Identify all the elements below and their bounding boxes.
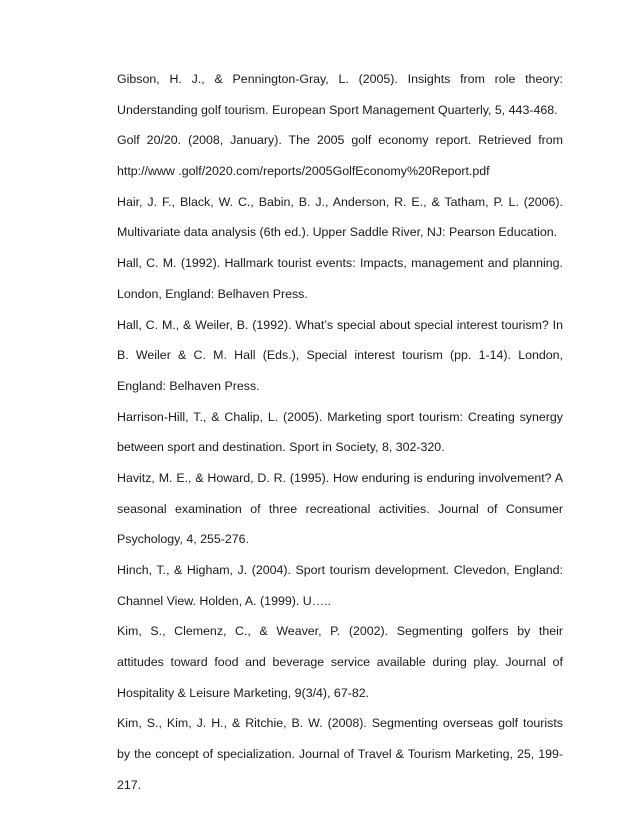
reference-entry-hinch	[117, 555, 563, 616]
reference-line: Multivariate data analysis (6th ed.). Upper Saddle River, NJ: Pearson Education.	[117, 225, 558, 240]
reference-entry-hall-weiler	[117, 310, 563, 402]
reference-entry-kim-2002	[117, 616, 563, 708]
reference-line: Hair, J. F., Black, W. C., Babin, B. J., Anderson, R. E., & Tatham, P. L. (2006).	[117, 194, 563, 209]
reference-list	[117, 64, 563, 801]
reference-line: Harrison-Hill, T., & Chalip, L. (2005). Marketing sport tourism: Creating synergy	[117, 409, 563, 424]
reference-line: England: Belhaven Press.	[117, 378, 260, 393]
reference-line: B. Weiler & C. M. Hall (Eds.), Special interest tourism (pp. 1-14). London,	[117, 348, 563, 363]
reference-line: London, England: Belhaven Press.	[117, 286, 308, 301]
reference-line: Hospitality & Leisure Marketing, 9(3/4), 67-82.	[117, 685, 370, 700]
reference-line: Kim, S., Clemenz, C., & Weaver, P. (2002). Segmenting golfers by their	[117, 624, 563, 639]
reference-line: by the concept of specialization. Journal of Travel & Tourism Marketing, 25, 199-	[117, 747, 563, 762]
reference-line: Psychology, 4, 255-276.	[117, 532, 250, 547]
reference-line: attitudes toward food and beverage service available during play. Journal of	[117, 655, 563, 670]
reference-line: 217.	[117, 777, 142, 792]
reference-entry-harrison-hill	[117, 402, 563, 463]
reference-line: Havitz, M. E., & Howard, D. R. (1995). How enduring is enduring involvement? A	[117, 470, 563, 485]
reference-line: seasonal examination of three recreational activities. Journal of Consumer	[117, 501, 563, 516]
reference-line: Hall, C. M., & Weiler, B. (1992). What’s special about special interest tourism? In	[117, 317, 563, 332]
reference-line: Kim, S., Kim, J. H., & Ritchie, B. W. (2008). Segmenting overseas golf tourists	[117, 716, 563, 731]
reference-line: http://www .golf/2020.com/reports/2005GolfEconomy%20Report.pdf	[117, 164, 490, 179]
reference-line: between sport and destination. Sport in Society, 8, 302-320.	[117, 440, 445, 455]
reference-line: Hinch, T., & Higham, J. (2004). Sport tourism development. Clevedon, England:	[117, 563, 563, 577]
reference-line: Golf 20/20. (2008, January). The 2005 golf economy report. Retrieved from	[117, 133, 563, 148]
reference-line: Hall, C. M. (1992). Hallmark tourist events: Impacts, management and planning.	[117, 256, 563, 271]
reference-entry-golf-2020	[117, 125, 563, 186]
reference-entry-kim-2008	[117, 708, 563, 800]
reference-line: Understanding golf tourism. European Sport Management Quarterly, 5, 443-468.	[117, 102, 558, 117]
reference-entry-hair	[117, 187, 563, 248]
reference-entry-gibson	[117, 64, 563, 125]
reference-line: Gibson, H. J., & Pennington-Gray, L. (2005). Insights from role theory:	[117, 72, 563, 86]
reference-entry-havitz	[117, 463, 563, 555]
reference-entry-hall-1992	[117, 248, 563, 309]
reference-line: Channel View. Holden, A. (1999). U…..	[117, 593, 331, 608]
